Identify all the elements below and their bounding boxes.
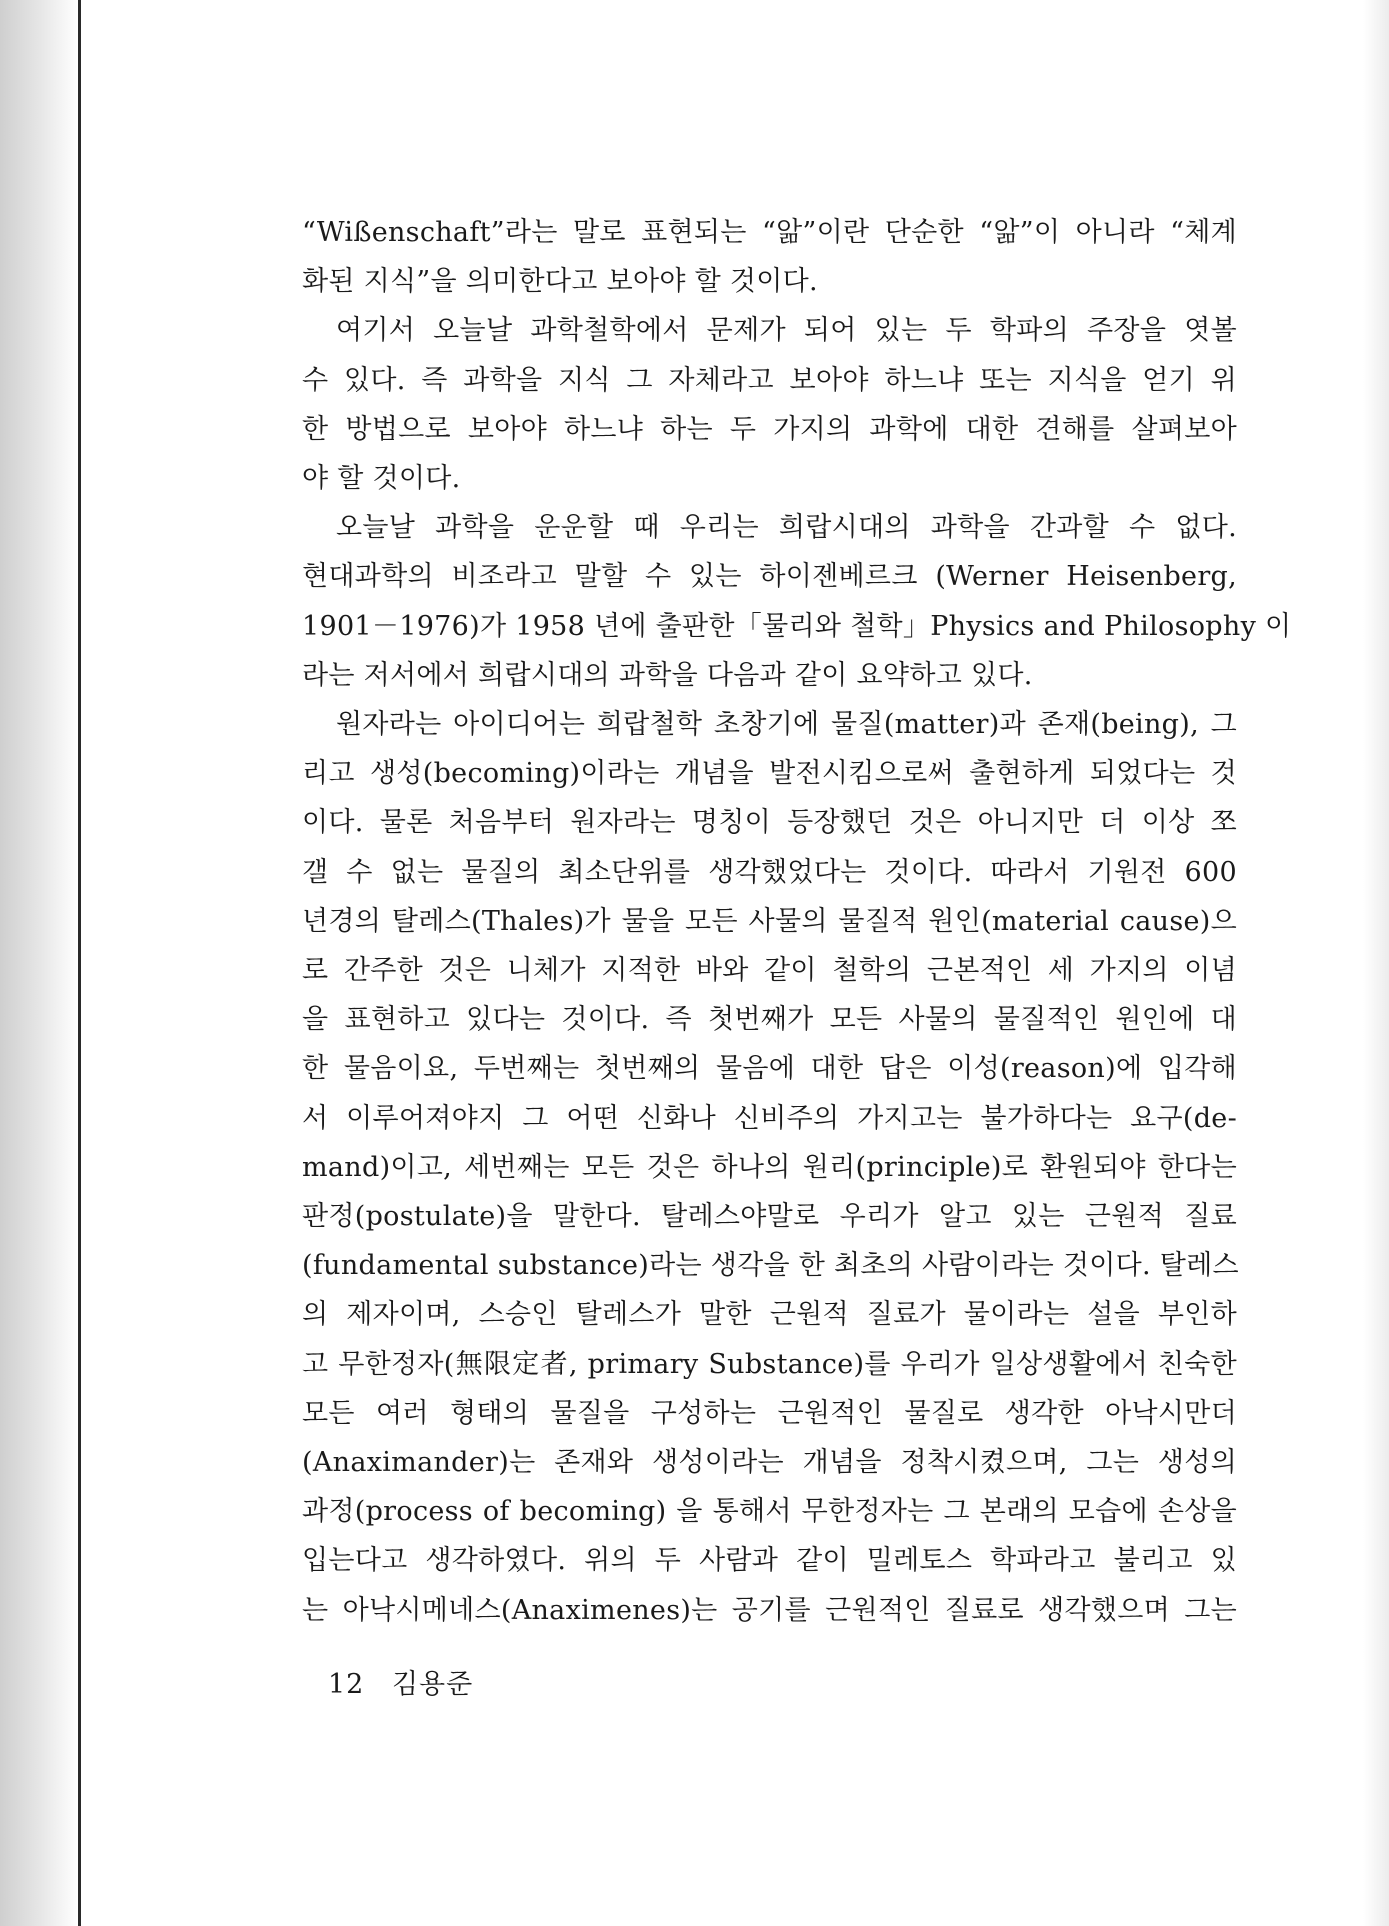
text-line: 입는다고 생각하였다. 위의 두 사람과 같이 밀레토스 학파라고 불리고 있 xyxy=(302,1545,1237,1577)
paragraph-4 xyxy=(302,700,1237,1635)
text-line: “Wißenschaft”라는 말로 표현되는 “앎”이란 단순한 “앎”이 아니라 “체계 xyxy=(302,217,1237,248)
text-line: 한 방법으로 보아야 하느냐 하는 두 가지의 과학에 대한 견해를 살펴보아 xyxy=(302,413,1237,445)
paragraph-2 xyxy=(302,306,1237,503)
text-line: 1901－1976)가 1958 년에 출판한「물리와 철학」Physics and Philosophy 이 xyxy=(302,610,1292,642)
page-footer xyxy=(328,1662,473,1701)
text-line: 판정(postulate)을 말한다. 탈레스야말로 우리가 알고 있는 근원적 질료 xyxy=(302,1201,1237,1233)
text-line: 갤 수 없는 물질의 최소단위를 생각했었다는 것이다. 따라서 기원전 600 xyxy=(302,856,1237,888)
text-line: mand)이고, 세번째는 모든 것은 하나의 원리(principle)로 환원되야 한다는 xyxy=(302,1151,1237,1183)
author-name: 김용준 xyxy=(391,1669,474,1700)
text-line: 수 있다. 즉 과학을 지식 그 자체라고 보아야 하느냐 또는 지식을 얻기 위 xyxy=(302,364,1237,396)
text-line: 라는 저서에서 희랍시대의 과학을 다음과 같이 요약하고 있다. xyxy=(302,659,1033,691)
text-line: 모든 여러 형태의 물질을 구성하는 근원적인 물질로 생각한 아낙시만더 xyxy=(302,1397,1237,1429)
text-line: 는 아낙시메네스(Anaximenes)는 공기를 근원적인 질료로 생각했으며 그는 xyxy=(302,1594,1237,1626)
text-line: 의 제자이며, 스승인 탈레스가 말한 근원적 질료가 물이라는 설을 부인하 xyxy=(302,1299,1237,1331)
text-line: 한 물음이요, 두번째는 첫번째의 물음에 대한 답은 이성(reason)에 입각해 xyxy=(302,1053,1237,1085)
text-line: 과정(process of becoming) 을 통해서 무한정자는 그 본래의 모습에 손상을 xyxy=(302,1496,1237,1528)
body-text xyxy=(302,208,1292,1635)
text-line: 서 이루어져야지 그 어떤 신화나 신비주의 가지고는 불가하다는 요구(de- xyxy=(302,1102,1237,1134)
text-line: 고 무한정자(無限定者, primary Substance)를 우리가 일상생활에서 친숙한 xyxy=(302,1348,1237,1380)
text-line: 현대과학의 비조라고 말할 수 있는 하이젠베르크 (Werner Heisenberg, xyxy=(302,561,1237,593)
text-line: 원자라는 아이디어는 희랍철학 초창기에 물질(matter)과 존재(being), 그 xyxy=(336,709,1237,741)
text-line: 을 표현하고 있다는 것이다. 즉 첫번째가 모든 사물의 물질적인 원인에 대 xyxy=(302,1004,1237,1036)
text-line: (Anaximander)는 존재와 생성이라는 개념을 정착시켰으며, 그는 생성의 xyxy=(302,1447,1237,1479)
text-line: 야 할 것이다. xyxy=(302,463,461,495)
text-line: 로 간주한 것은 니체가 지적한 바와 같이 철학의 근본적인 세 가지의 이념 xyxy=(302,955,1237,987)
text-line: 이다. 물론 처음부터 원자라는 명칭이 등장했던 것은 아니지만 더 이상 쪼 xyxy=(302,807,1237,839)
text-line: 리고 생성(becoming)이라는 개념을 발전시킴으로써 출현하게 되었다는 것 xyxy=(302,758,1237,790)
paragraph-3 xyxy=(302,503,1292,700)
text-line: 화된 지식”을 의미한다고 보아야 할 것이다. xyxy=(302,266,818,298)
page-number: 12 xyxy=(328,1669,365,1700)
page-edge-shadow xyxy=(1363,0,1389,1926)
text-line: 오늘날 과학을 운운할 때 우리는 희랍시대의 과학을 간과할 수 없다. xyxy=(336,512,1237,544)
text-line: 년경의 탈레스(Thales)가 물을 모든 사물의 물질적 원인(material cause)으 xyxy=(302,905,1237,937)
text-line: 여기서 오늘날 과학철학에서 문제가 되어 있는 두 학파의 주장을 엿볼 xyxy=(336,315,1237,347)
paragraph-1 xyxy=(302,208,1237,306)
text-line: (fundamental substance)라는 생각을 한 최초의 사람이라는 것이다. 탈레스 xyxy=(302,1250,1239,1282)
